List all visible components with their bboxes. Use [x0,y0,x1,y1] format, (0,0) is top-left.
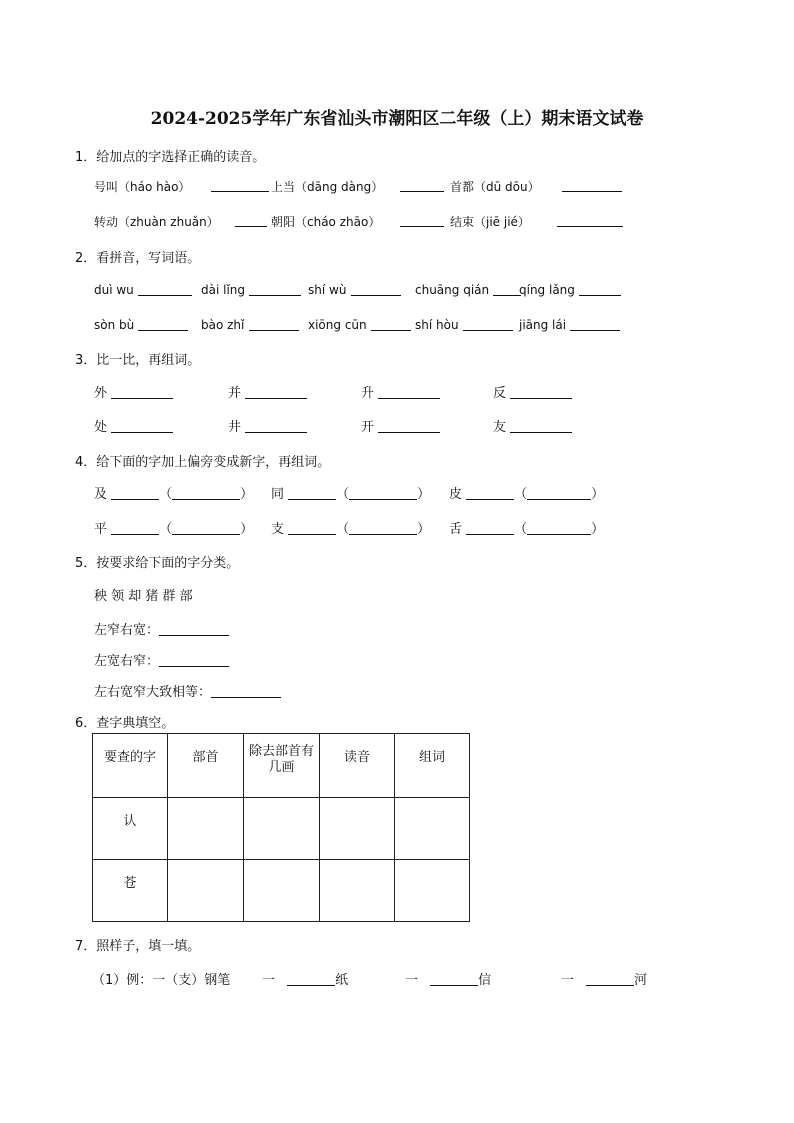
char: 皮 [449,487,463,502]
table-cell-blank[interactable] [395,860,470,922]
page-title: 2024-2025学年广东省汕头市潮阳区二年级（上）期末语文试卷 [150,109,644,129]
char: 同 [271,487,285,502]
answer-blank[interactable] [349,521,417,535]
table-cell-blank[interactable] [244,860,320,922]
table-cell-blank[interactable] [320,860,395,922]
pinyin: shí wù [308,283,347,297]
q5-chars: 秧 领 却 猪 群 部 [94,589,193,604]
char: 并 [228,386,242,401]
table-header-cell: 读音 [320,734,395,798]
q1-item: 朝阳（cháo zhāo） [271,215,381,229]
paren: （ [159,487,173,502]
char: 开 [361,420,375,435]
question-3-prompt: 3．比一比，再组词。 [75,353,201,368]
table-cell-blank[interactable] [168,798,244,860]
answer-blank[interactable] [493,282,521,296]
char: 支 [271,522,285,537]
answer-blank[interactable] [287,972,335,986]
answer-blank[interactable] [466,521,514,535]
answer-blank[interactable] [249,282,301,296]
answer-blank[interactable] [249,317,299,331]
paren: （ [514,522,528,537]
q5-label: 左宽右窄： [94,654,160,669]
char: 友 [493,420,507,435]
pinyin: sòn bù [94,318,135,332]
question-4-prompt: 4．给下面的字加上偏旁变成新字，再组词。 [75,455,331,470]
answer-blank[interactable] [527,521,591,535]
table-row [93,798,470,860]
paren: （ [159,522,173,537]
q7-prefix: 一 [262,973,276,988]
question-7-prompt: 7．照样子，填一填。 [75,939,201,954]
table-header-cell: 除去部首有几画 [244,734,320,798]
table-cell-char: 认 [93,798,168,860]
question-1-prompt: 1．给加点的字选择正确的读音。 [75,150,266,165]
pinyin: chuāng qián [415,283,490,297]
char: 及 [94,487,108,502]
q5-line-1 [94,619,229,638]
answer-blank[interactable] [235,213,267,227]
paren: ） [591,487,605,502]
q1-item: 号叫（háo hào） [94,180,191,194]
table-header-cell: 部首 [168,734,244,798]
char: 处 [94,420,108,435]
table-row [93,860,470,922]
answer-blank[interactable] [349,486,417,500]
q7-suffix: 纸 [335,973,349,988]
answer-blank[interactable] [378,385,440,399]
dictionary-table [92,733,470,922]
paren: ） [417,522,431,537]
answer-blank[interactable] [138,317,188,331]
paren: ） [240,487,254,502]
paren: ） [240,522,254,537]
answer-blank[interactable] [430,972,478,986]
answer-blank[interactable] [557,213,623,227]
pinyin: jiāng lái [519,318,567,332]
answer-blank[interactable] [400,178,444,192]
table-header-cell: 组词 [395,734,470,798]
paren: ） [591,522,605,537]
question-5-prompt: 5．按要求给下面的字分类。 [75,556,240,571]
pinyin: dài lǐng [201,283,246,297]
answer-blank[interactable] [111,385,173,399]
question-2-prompt: 2．看拼音，写词语。 [75,251,201,266]
char: 舌 [449,522,463,537]
answer-blank[interactable] [562,178,622,192]
table-header-cell: 要查的字 [93,734,168,798]
q7-prefix: 一 [405,973,419,988]
table-cell-blank[interactable] [168,860,244,922]
answer-blank[interactable] [463,317,513,331]
q7-example: （1）例：一（支）钢笔 [92,973,231,988]
q5-label: 左窄右宽： [94,623,160,638]
table-header-row [93,734,470,798]
answer-blank[interactable] [288,521,336,535]
question-6-prompt: 6．查字典填空。 [75,716,175,731]
answer-blank[interactable] [159,622,229,636]
q1-item: 转动（zhuàn zhuǎn） [94,215,219,229]
answer-blank[interactable] [111,486,159,500]
table-cell-blank[interactable] [395,798,470,860]
answer-blank[interactable] [527,486,591,500]
pinyin: duì wu [94,283,134,297]
q1-item: 结束（jiē jié） [450,215,530,229]
answer-blank[interactable] [138,282,192,296]
answer-blank[interactable] [371,317,411,331]
paren: ） [417,487,431,502]
answer-blank[interactable] [510,385,572,399]
paren: （ [336,487,350,502]
q7-prefix: 一 [561,973,575,988]
q1-item: 首都（dū dōu） [450,180,540,194]
q7-suffix: 河 [634,973,648,988]
answer-blank[interactable] [586,972,634,986]
answer-blank[interactable] [172,486,240,500]
char: 井 [228,420,242,435]
paren: （ [336,522,350,537]
char: 外 [94,386,108,401]
paren: （ [514,487,528,502]
q5-line-2 [94,650,229,669]
answer-blank[interactable] [378,419,440,433]
answer-blank[interactable] [245,385,307,399]
answer-blank[interactable] [211,178,269,192]
char: 反 [493,386,507,401]
table-cell-char: 苍 [93,860,168,922]
pinyin: qíng lǎng [519,283,575,297]
answer-blank[interactable] [211,684,281,698]
answer-blank[interactable] [510,419,572,433]
answer-blank[interactable] [579,282,621,296]
pinyin: bào zhǐ [201,318,245,332]
q5-line-3 [94,681,281,700]
char: 升 [361,386,375,401]
pinyin: xiōng cūn [308,318,367,332]
answer-blank[interactable] [111,419,173,433]
answer-blank[interactable] [351,282,401,296]
q5-label: 左右宽窄大致相等： [94,685,212,700]
char: 平 [94,522,108,537]
answer-blank[interactable] [570,317,620,331]
answer-blank[interactable] [111,521,159,535]
table-cell-blank[interactable] [244,798,320,860]
answer-blank[interactable] [245,419,307,433]
answer-blank[interactable] [288,486,336,500]
pinyin: shí hòu [415,318,459,332]
table-cell-blank[interactable] [320,798,395,860]
answer-blank[interactable] [172,521,240,535]
answer-blank[interactable] [159,653,229,667]
answer-blank[interactable] [466,486,514,500]
q7-suffix: 信 [478,973,492,988]
q1-item: 上当（dāng dàng） [271,180,384,194]
answer-blank[interactable] [400,213,444,227]
